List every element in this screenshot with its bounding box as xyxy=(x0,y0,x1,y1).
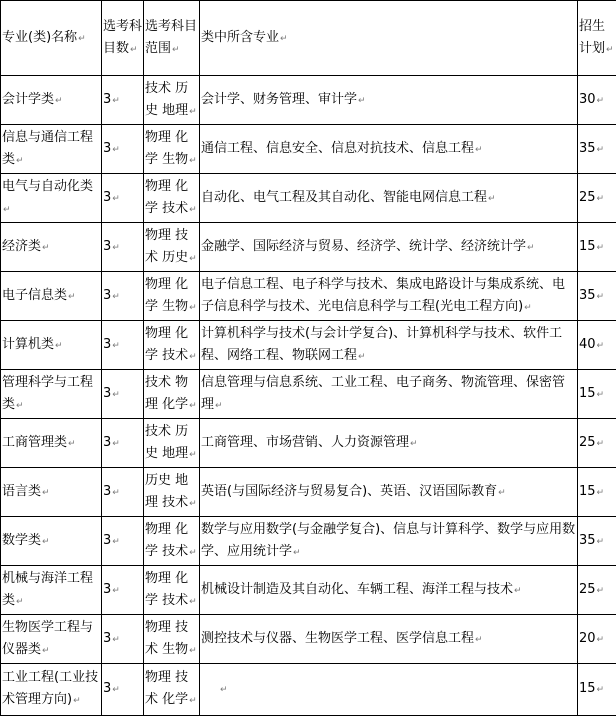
included-majors-cell: ↵ xyxy=(200,664,578,716)
table-row xyxy=(1,615,616,664)
subject-count-cell: 3↵ xyxy=(102,566,144,615)
enrollment-plan-cell: 40↵ xyxy=(578,321,616,370)
enrollment-plan-cell: 15↵ xyxy=(578,664,616,716)
major-name-cell: 信息与通信工程类↵ xyxy=(1,125,102,174)
subject-count-cell: 3↵ xyxy=(102,419,144,468)
table-row xyxy=(1,76,616,125)
subject-range-cell: 技术 历史 地理↵ xyxy=(144,419,200,468)
major-name-cell: 经济类↵ xyxy=(1,223,102,272)
subject-range-cell: 技术 物理 化学↵ xyxy=(144,370,200,419)
header-subject-range: 选考科目范围↵ xyxy=(144,1,200,76)
subject-range-cell: 物理 化学 生物↵ xyxy=(144,125,200,174)
subject-count-cell: 3↵ xyxy=(102,370,144,419)
major-name-cell: 计算机类↵ xyxy=(1,321,102,370)
major-name-cell: 工业工程(工业技术管理方向)↵ xyxy=(1,664,102,716)
header-included-majors: 类中所含专业↵ xyxy=(200,1,578,76)
table-body xyxy=(1,1,616,716)
subject-range-cell: 物理 技术 生物↵ xyxy=(144,615,200,664)
subject-count-cell: 3↵ xyxy=(102,125,144,174)
table-row xyxy=(1,468,616,517)
table-row xyxy=(1,566,616,615)
subject-count-cell: 3↵ xyxy=(102,517,144,566)
table-row xyxy=(1,664,616,716)
table-row xyxy=(1,321,616,370)
major-name-cell: 工商管理类↵ xyxy=(1,419,102,468)
included-majors-cell: 通信工程、信息安全、信息对抗技术、信息工程↵ xyxy=(200,125,578,174)
included-majors-cell: 信息管理与信息系统、工业工程、电子商务、物流管理、保密管理↵ xyxy=(200,370,578,419)
subject-range-cell: 物理 化学 技术↵ xyxy=(144,566,200,615)
subject-count-cell: 3↵ xyxy=(102,664,144,716)
included-majors-cell: 英语(与国际经济与贸易复合)、英语、汉语国际教育↵ xyxy=(200,468,578,517)
enrollment-plan-cell: 20↵ xyxy=(578,615,616,664)
subject-range-cell: 物理 技术 历史↵ xyxy=(144,223,200,272)
major-name-cell: 会计学类↵ xyxy=(1,76,102,125)
subject-range-cell: 历史 地理 技术↵ xyxy=(144,468,200,517)
enrollment-plan-cell: 25↵ xyxy=(578,174,616,223)
major-name-cell: 电子信息类↵ xyxy=(1,272,102,321)
header-enrollment-plan: 招生计划↵ xyxy=(578,1,616,76)
table-row xyxy=(1,174,616,223)
included-majors-cell: 计算机科学与技术(与会计学复合)、计算机科学与技术、软件工程、网络工程、物联网工程↵ xyxy=(200,321,578,370)
subject-count-cell: 3↵ xyxy=(102,615,144,664)
subject-range-cell: 物理 化学 技术↵ xyxy=(144,321,200,370)
enrollment-plan-cell: 25↵ xyxy=(578,566,616,615)
table-row xyxy=(1,370,616,419)
header-subject-count: 选考科目数↵ xyxy=(102,1,144,76)
subject-count-cell: 3↵ xyxy=(102,223,144,272)
included-majors-cell: 电子信息工程、电子科学与技术、集成电路设计与集成系统、电子信息科学与技术、光电信息科学与工程(光电工程方向)↵ xyxy=(200,272,578,321)
included-majors-cell: 金融学、国际经济与贸易、经济学、统计学、经济统计学↵ xyxy=(200,223,578,272)
major-name-cell: 数学类↵ xyxy=(1,517,102,566)
table-row xyxy=(1,419,616,468)
major-name-cell: 电气与自动化类↵ xyxy=(1,174,102,223)
included-majors-cell: 机械设计制造及其自动化、车辆工程、海洋工程与技术↵ xyxy=(200,566,578,615)
subject-range-cell: 物理 化学 生物↵ xyxy=(144,272,200,321)
subject-count-cell: 3↵ xyxy=(102,272,144,321)
subject-range-cell: 技术 历史 地理↵ xyxy=(144,76,200,125)
enrollment-plan-cell: 15↵ xyxy=(578,370,616,419)
subject-range-cell: 物理 技术 化学↵ xyxy=(144,664,200,716)
included-majors-cell: 会计学、财务管理、审计学↵ xyxy=(200,76,578,125)
subject-count-cell: 3↵ xyxy=(102,174,144,223)
enrollment-plan-cell: 35↵ xyxy=(578,517,616,566)
major-name-cell: 生物医学工程与仪器类↵ xyxy=(1,615,102,664)
table-row xyxy=(1,272,616,321)
major-name-cell: 语言类↵ xyxy=(1,468,102,517)
enrollment-plan-cell: 30↵ xyxy=(578,76,616,125)
enrollment-plan-cell: 35↵ xyxy=(578,272,616,321)
enrollment-plan-cell: 15↵ xyxy=(578,468,616,517)
major-name-cell: 机械与海洋工程类↵ xyxy=(1,566,102,615)
included-majors-cell: 自动化、电气工程及其自动化、智能电网信息工程↵ xyxy=(200,174,578,223)
subject-count-cell: 3↵ xyxy=(102,468,144,517)
table-header-row xyxy=(1,1,616,76)
header-major-name: 专业(类)名称↵ xyxy=(1,1,102,76)
table-row xyxy=(1,517,616,566)
enrollment-plan-cell: 15↵ xyxy=(578,223,616,272)
enrollment-plan-cell: 35↵ xyxy=(578,125,616,174)
subject-count-cell: 3↵ xyxy=(102,321,144,370)
subject-range-cell: 物理 化学 技术↵ xyxy=(144,174,200,223)
included-majors-cell: 数学与应用数学(与金融学复合)、信息与计算科学、数学与应用数学、应用统计学↵ xyxy=(200,517,578,566)
enrollment-plan-cell: 25↵ xyxy=(578,419,616,468)
included-majors-cell: 测控技术与仪器、生物医学工程、医学信息工程↵ xyxy=(200,615,578,664)
subject-range-cell: 物理 化学 技术↵ xyxy=(144,517,200,566)
included-majors-cell: 工商管理、市场营销、人力资源管理↵ xyxy=(200,419,578,468)
subject-count-cell: 3↵ xyxy=(102,76,144,125)
table-row xyxy=(1,125,616,174)
major-name-cell: 管理科学与工程类↵ xyxy=(1,370,102,419)
table-row xyxy=(1,223,616,272)
